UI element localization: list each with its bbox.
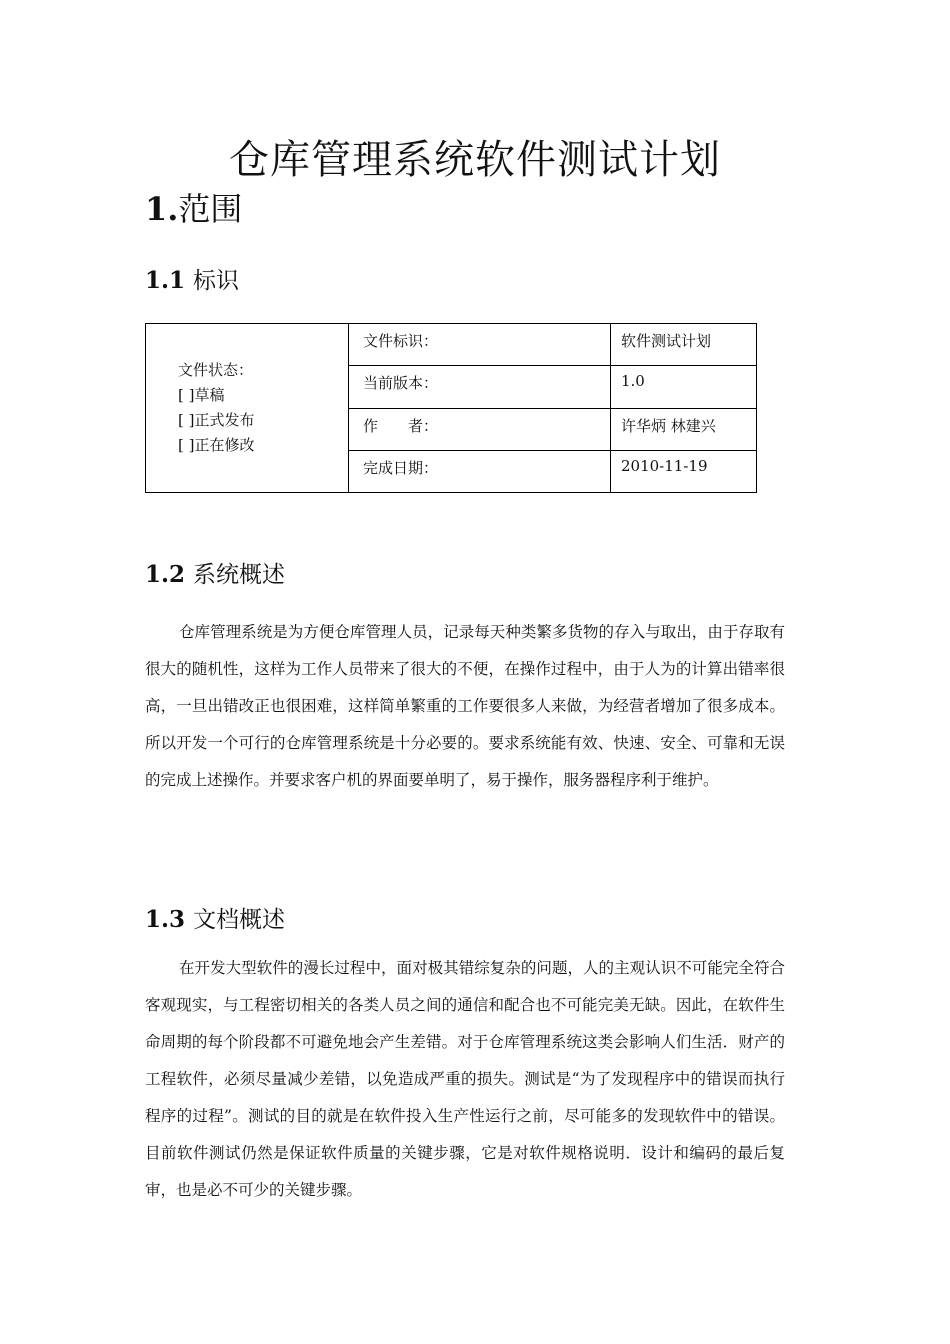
status-option-draft: [ ]草稿 — [178, 386, 225, 404]
table-label-cell: 作 者： — [349, 408, 611, 450]
file-status-cell — [146, 324, 349, 493]
status-option-published: [ ]正式发布 — [178, 411, 255, 429]
system-overview-paragraph: 仓库管理系统是为方便仓库管理人员，记录每天种类繁多货物的存入与取出，由于存取有很大的随机性，这样为工作人员带来了很大的不便，在操作过程中，由于人为的计算出错率很高，一旦出错改正也很困难，这样简单繁重的工作要很多人来做，为经营者增加了很多成本。所以开发一个可行的仓库管理系统是十分必要的。要求系统能有效、快速、安全、可靠和无误的完成上述操作。并要求客户机的界面要单明了，易于操作，服务器程序利于维护。 — [145, 623, 785, 789]
table-row — [146, 324, 757, 366]
document-overview-paragraph: 在开发大型软件的漫长过程中，面对极其错综复杂的问题，人的主观认识不可能完全符合客观现实，与工程密切相关的各类人员之间的通信和配合也不可能完美无缺。因此，在软件生命周期的每个阶段都不可避免地会产生差错。对于仓库管理系统这类会影响人们生活．财产的工程软件，必须尽量减少差错，以免造成严重的损失。测试是“为了发现程序中的错误而执行程序的过程”。测试的目的就是在软件投入生产性运行之前，尽可能多的发现软件中的错误。目前软件测试仍然是保证软件质量的关键步骤，它是对软件规格说明．设计和编码的最后复审，也是必不可少的关键步骤。 — [145, 959, 785, 1199]
section-number: 1.3 — [145, 906, 186, 933]
section-number: 1.2 — [145, 561, 186, 588]
table-label-cell: 完成日期： — [349, 450, 611, 492]
table-value-cell: 许华炳 林建兴 — [611, 408, 757, 450]
section-1-1-heading — [145, 262, 239, 295]
section-label: 范围 — [178, 190, 243, 228]
section-1-heading — [145, 184, 242, 230]
table-value-cell: 2010-11-19 — [611, 450, 757, 492]
table-value-cell: 软件测试计划 — [611, 324, 757, 366]
document-title: 仓库管理系统软件测试计划 — [229, 137, 721, 183]
status-option-revising: [ ]正在修改 — [178, 436, 255, 454]
section-1-2-heading — [145, 556, 285, 589]
section-1-3-heading — [145, 901, 285, 934]
file-status-label: 文件状态： — [178, 361, 254, 379]
identification-table — [145, 323, 757, 493]
section-number: 1.1 — [145, 267, 186, 294]
section-label: 标识 — [193, 268, 240, 294]
table-label-cell: 文件标识： — [349, 324, 611, 366]
table-value-cell: 1.0 — [611, 366, 757, 408]
section-number: 1. — [145, 190, 179, 228]
table-label-cell: 当前版本： — [349, 366, 611, 408]
section-label: 文档概述 — [193, 907, 286, 933]
section-label: 系统概述 — [193, 562, 286, 588]
